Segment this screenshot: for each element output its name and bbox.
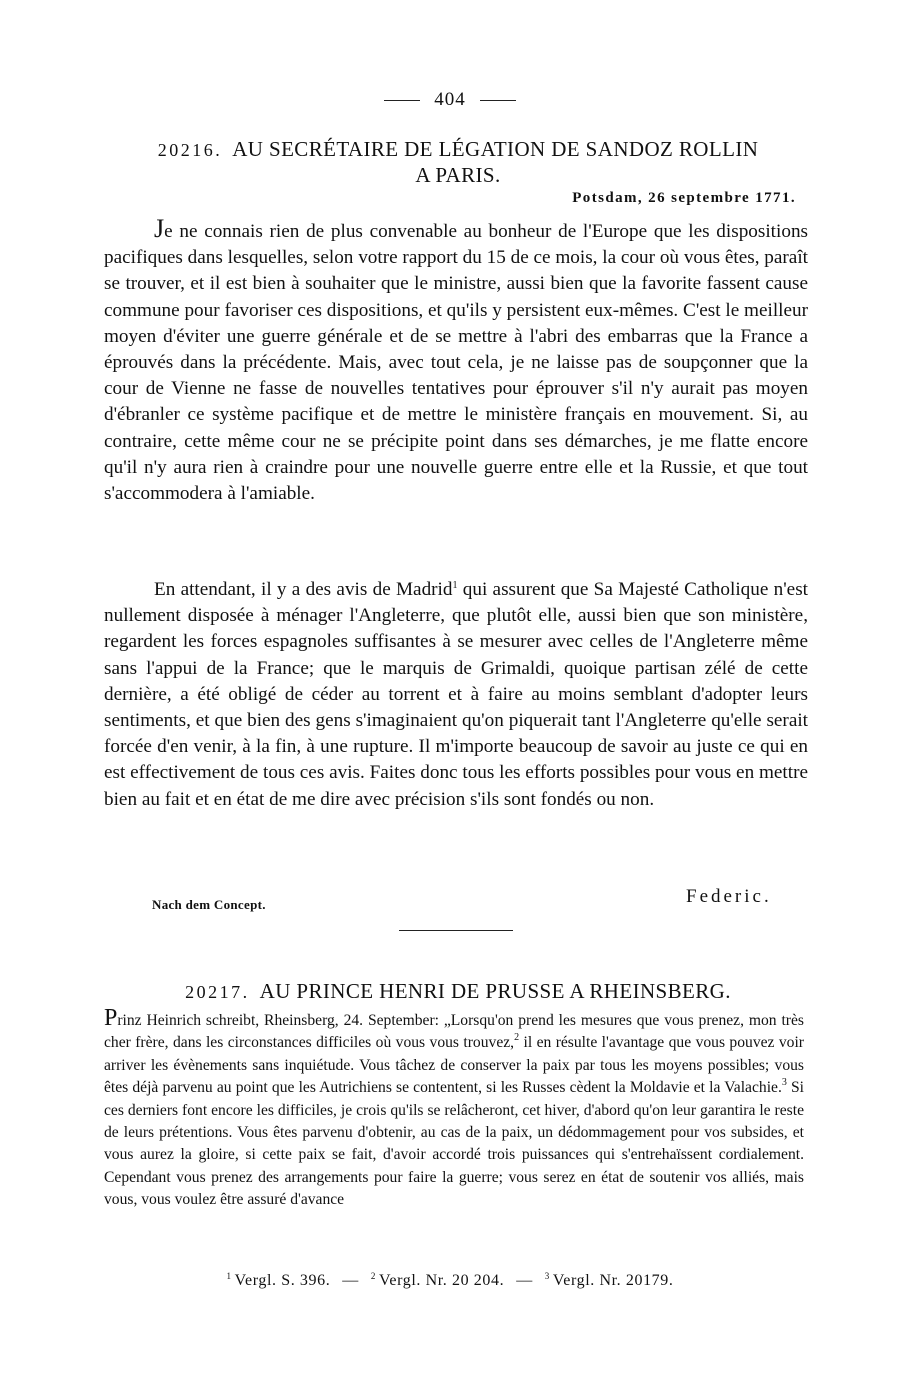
letter-2-intro-text-b: il en résulte l'avantage que vous pouvez voir arriver les évènements sans inquiétude. Vous tâchez de conserver la paix par tous les moyens possibles; vous êtes déjà parvenu au point que les Autrichiens se contentent, si les Russes cèdent la Moldavie et la Valachie.: [104, 1034, 804, 1097]
page-header: [0, 86, 900, 114]
page-number: 404: [434, 89, 466, 110]
letter-1-number: 20216.: [157, 140, 223, 160]
letter-1-title-line-1: AU SECRÉTAIRE DE LÉGATION DE SANDOZ ROLLIN: [232, 137, 759, 161]
footnotes: [0, 1272, 900, 1290]
letter-1-paragraph-1-text: e ne connais rien de plus convenable au bonheur de l'Europe que les dispositions pacifiques dans lesquelles, selon votre rapport du 15 de ce mois, la cour où vous êtes, paraît se trouver, et il est bien à souhaiter que le ministre, aussi bien que la favorite fassent cause commune pour favoriser ces dispositions, et qu'ils y persistent eux-mêmes. C'est le meilleur moyen d'éviter une guerre générale et de se mettre à l'abri des embarras que la France a éprouvés dans la précédente. Mais, avec tout cela, je ne laisse pas de soupçonner que la cour de Vienne ne fasse de nouvelles tentatives pour éprouver s'il n'y aurait pas moyen d'ébranler ce système pacifique et de mettre le ministère français en mouvement. Si, au contraire, cette même cour ne se précipite point dans ses démarches, je me flatte encore qu'il n'y aura rien à craindre pour une nouvelle guerre entre elle et la Russie, et que tout s'accommodera à l'amiable.: [104, 221, 808, 505]
letter-1-dateline: Potsdam, 26 septembre 1771.: [572, 190, 796, 206]
footnote-3-text: Vergl. Nr. 20179.: [552, 1272, 674, 1289]
letter-1-heading: [106, 137, 810, 188]
section-divider: [399, 930, 513, 931]
footnote-ref-3: 3: [781, 1077, 787, 1089]
footnote-1-text: Vergl. S. 396.: [234, 1272, 331, 1289]
footnote-2-text: Vergl. Nr. 20 204.: [379, 1272, 505, 1289]
letter-2-dropcap: P: [104, 1005, 118, 1031]
footnote-separator-1: —: [342, 1272, 359, 1289]
letter-1-paragraph-2-text-a: En attendant, il y a des avis de Madrid: [154, 579, 453, 600]
header-rule-left: [384, 100, 420, 101]
letter-2-heading: [106, 979, 810, 1005]
letter-1-heading-line-1: [106, 137, 810, 163]
letter-2-number: 20217.: [185, 982, 250, 1002]
letter-2-intro-text-c: Si ces derniers font encore les difficiles, je crois qu'ils se relâcheront, cet hiver, d'abord qu'on leur garantira le reste de leurs prétentions. Vous êtes parvenu d'obtenir, au cas de la paix, un dédommagement pour vos subsides, et vous aurez la gloire, si cette paix se fait, d'avoir accordé trois puissances qui s'entrehaïssent cordialement. Cependant vous prenez des arrangements pour faire la guerre; vous serez en état de soutenir vos alliés, mais vous, vous voulez être assuré d'avance: [104, 1079, 805, 1209]
footnote-3: [545, 1272, 674, 1289]
letter-2-intro: [104, 1007, 804, 1212]
header-rule-right: [480, 100, 516, 101]
letter-1-dropcap: J: [154, 214, 165, 243]
letter-1-paragraph-2-text-b: qui assurent que Sa Majesté Catholique n'est nullement disposée à ménager l'Angleterre, que plutôt elle, aussi bien que son ministère, regardent les forces espagnoles suffisantes à se mesurer avec celles de l'Angleterre même sans l'appui de la France; que le marquis de Grimaldi, quoique partisan zélé de cette dernière, a été obligé de céder au torrent et à faire au moins semblant d'adopter leurs sentiments, et que bien des gens s'imaginaient qu'on piquerait tant l'Angleterre qu'elle serait forcée d'en venir, à la fin, à une rupture. Il m'importe beaucoup de savoir au juste ce qui en est effectivement de tous ces avis. Faites donc tous les efforts possibles pour vous en mettre bien au fait et en état de me dire avec précision s'ils sont fondés ou non.: [104, 579, 808, 810]
footnote-1: [227, 1272, 331, 1289]
footnote-ref-2: 2: [514, 1032, 520, 1044]
letter-2-title: AU PRINCE HENRI DE PRUSSE A RHEINSBERG.: [259, 979, 731, 1003]
letter-1-paragraph-2: [104, 577, 808, 813]
letter-1-title-line-2: A PARIS.: [415, 163, 501, 187]
footnote-ref-1: 1: [452, 580, 458, 591]
letter-1-source-note: Nach dem Concept.: [152, 897, 266, 912]
footnote-3-mark: 3: [544, 1271, 550, 1281]
footnote-2: [371, 1272, 504, 1289]
letter-1-signature: Federic.: [686, 886, 772, 907]
letter-2-intro-text-a: rinz Heinrich schreibt, Rheinsberg, 24. September: „Lorsqu'on prend les mesures que vous prenez, mon très cher frère, dans les circonstances difficiles où vous vous trouvez,: [104, 1012, 804, 1052]
footnote-separator-2: —: [516, 1272, 533, 1289]
footnote-2-mark: 2: [370, 1271, 377, 1281]
footnote-1-mark: 1: [226, 1271, 232, 1281]
letter-1-paragraph-1: [104, 216, 808, 507]
